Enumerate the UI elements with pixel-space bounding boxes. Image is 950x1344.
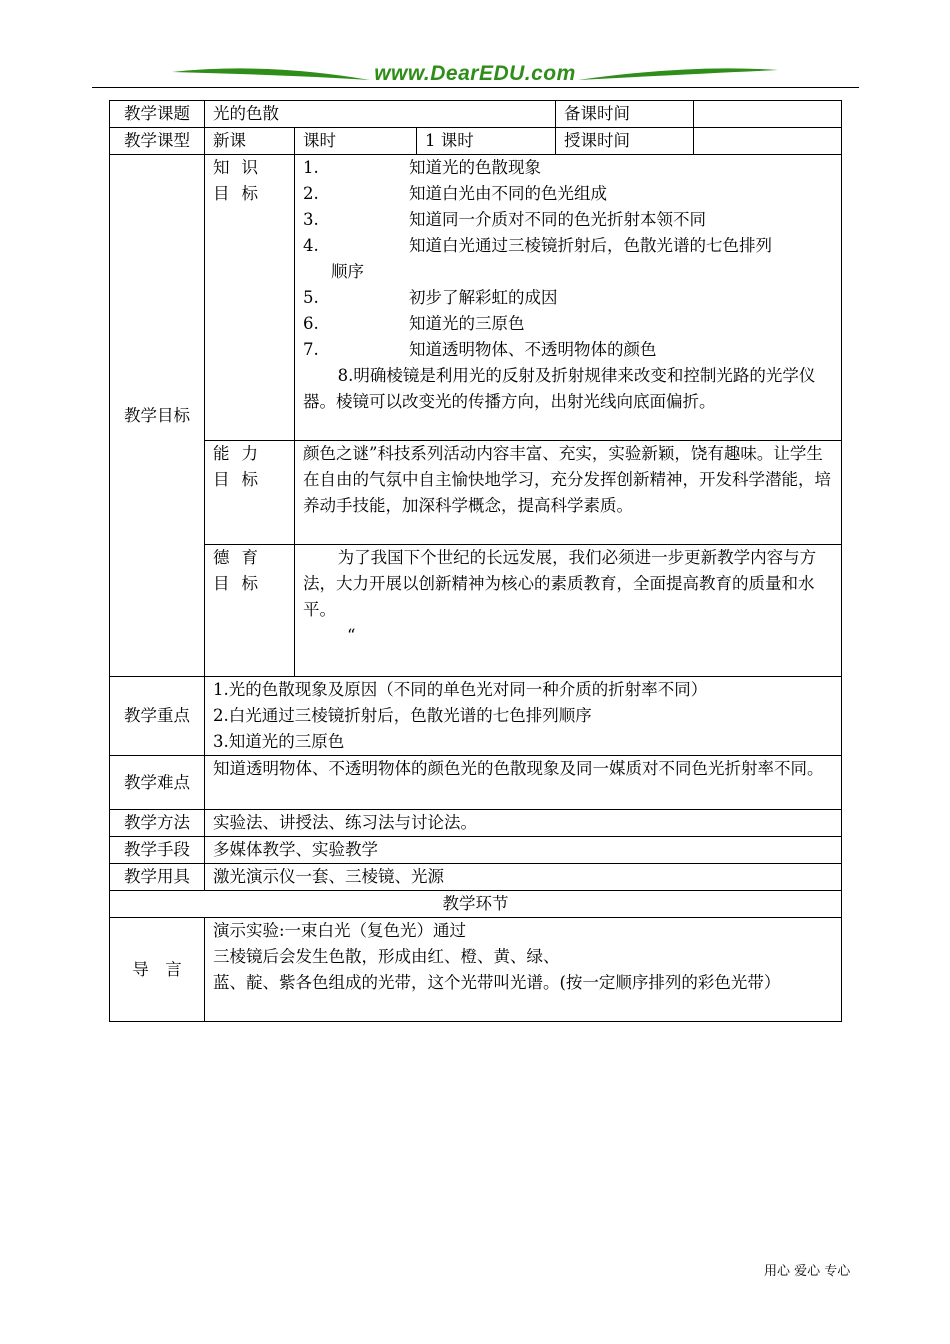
moral-text: 为了我国下个世纪的长远发展，我们必须进一步更新教学内容与方法，大力开展以创新精神为核心的素质教育，全面提高教育的质量和水平。	[303, 548, 817, 619]
knowledge-goals	[295, 155, 842, 441]
method-text: 实验法、讲授法、练习法与讨论法。	[205, 810, 842, 837]
list-item: 5. 初步了解彩虹的成因	[303, 288, 558, 307]
row-moral-goals	[110, 545, 842, 677]
difficulty-text: 知道透明物体、不透明物体的颜色光的色散现象及同一媒质对不同色光折射率不同。	[205, 756, 842, 810]
label-knowledge: 知识目标	[205, 155, 295, 441]
list-item: 3. 知道同一介质对不同的色光折射本领不同	[303, 210, 706, 229]
row-ability-goals	[110, 441, 842, 545]
label-teach-time: 授课时间	[556, 128, 694, 155]
teach-time-value	[694, 128, 842, 155]
row-section	[110, 891, 842, 918]
label-goals: 教学目标	[110, 155, 205, 677]
intro-text	[205, 918, 842, 1022]
intro-line: 三棱镜后会发生色散，形成由红、橙、黄、绿、	[213, 947, 560, 966]
means-text: 多媒体教学、实验教学	[205, 837, 842, 864]
row-topic	[110, 101, 842, 128]
list-item: 3.知道光的三原色	[213, 732, 345, 751]
hours-value: 1 课时	[417, 128, 556, 155]
row-knowledge-goals	[110, 155, 842, 441]
list-item-continuation: 顺序	[331, 262, 364, 281]
list-item: 8.明确棱镜是利用光的反射及折射规律来改变和控制光路的光学仪器。棱镜可以改变光的传播方向，出射光线向底面偏折。	[303, 366, 816, 411]
row-tools	[110, 864, 842, 891]
label-type: 教学课型	[110, 128, 205, 155]
footer-slogan: 用心 爱心 专心	[764, 1264, 851, 1279]
label-tools: 教学用具	[110, 864, 205, 891]
list-item: 2. 知道白光由不同的色光组成	[303, 184, 607, 203]
type-value: 新课	[205, 128, 295, 155]
header-rule	[92, 87, 859, 88]
label-method: 教学方法	[110, 810, 205, 837]
lesson-plan-table	[109, 100, 842, 1022]
row-difficulty	[110, 756, 842, 810]
list-item: 4. 知道白光通过三棱镜折射后，色散光谱的七色排列	[303, 236, 772, 255]
list-item: 1. 知道光的色散现象	[303, 158, 541, 177]
row-key-points	[110, 677, 842, 756]
label-moral: 德育目标	[205, 545, 295, 677]
row-means	[110, 837, 842, 864]
tools-text: 激光演示仪一套、三棱镜、光源	[205, 864, 842, 891]
list-item: 1.光的色散现象及原因（不同的单色光对同一种介质的折射率不同）	[213, 680, 708, 699]
list-item: 6. 知道光的三原色	[303, 314, 525, 333]
list-item: 7. 知道透明物体、不透明物体的颜色	[303, 340, 657, 359]
moral-goals	[295, 545, 842, 677]
intro-line: 蓝、靛、紫各色组成的光带，这个光带叫光谱。(按一定顺序排列的彩色光带）	[213, 973, 781, 992]
label-means: 教学手段	[110, 837, 205, 864]
list-item: 2.白光通过三棱镜折射后，色散光谱的七色排列顺序	[213, 706, 592, 725]
row-intro	[110, 918, 842, 1022]
row-method	[110, 810, 842, 837]
site-name[interactable]: www.DearEDU.com	[374, 62, 576, 85]
label-ability: 能力目标	[205, 441, 295, 545]
prep-time-value	[694, 101, 842, 128]
label-key-points: 教学重点	[110, 677, 205, 756]
intro-line: 演示实验:一束白光（复色光）通过	[213, 921, 467, 940]
label-intro: 导 言	[110, 918, 205, 1022]
label-difficulty: 教学难点	[110, 756, 205, 810]
section-title: 教学环节	[110, 891, 842, 918]
ability-goals: 颜色之谜”科技系列活动内容丰富、充实，实验新颖，饶有趣味。让学生在自由的气氛中自主愉快地学习，充分发挥创新精神，开发科学潜能，培养动手技能，加深科学概念，提高科学素质。	[295, 441, 842, 545]
quote-mark: “	[347, 626, 356, 645]
row-type	[110, 128, 842, 155]
label-hours: 课时	[295, 128, 417, 155]
label-prep-time: 备课时间	[556, 101, 694, 128]
topic-value: 光的色散	[205, 101, 556, 128]
key-points	[205, 677, 842, 756]
label-topic: 教学课题	[110, 101, 205, 128]
